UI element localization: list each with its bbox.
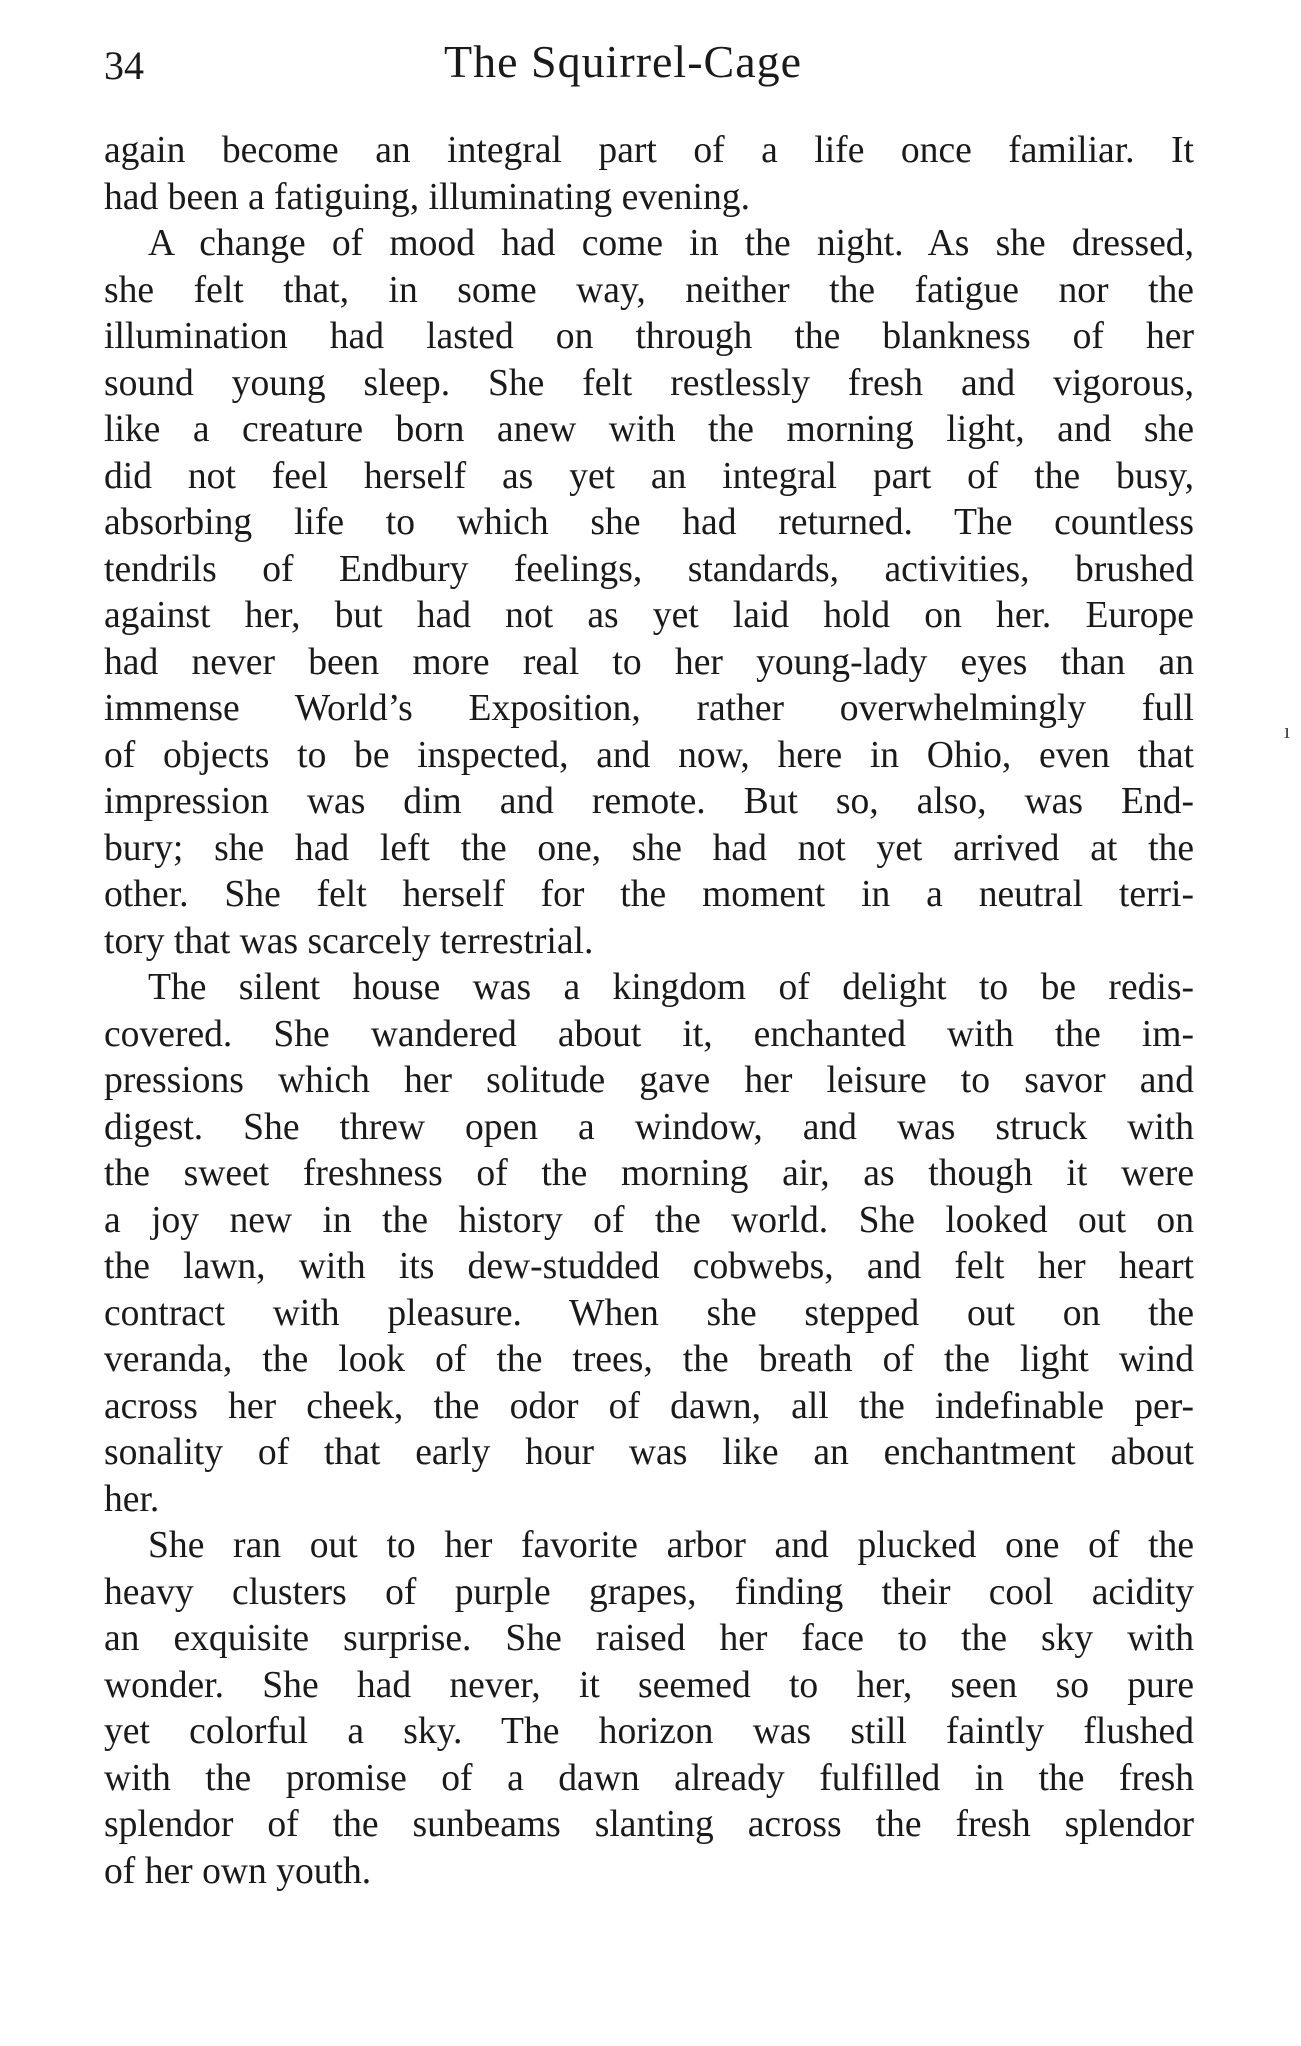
text-line: again become an integral part of a life once familiar. It [104, 130, 1194, 171]
text-line: pressions which her solitude gave her leisure to savor and [104, 1060, 1194, 1101]
text-line: had never been more real to her young-lady eyes than an [104, 641, 1194, 683]
text-line: she felt that, in some way, neither the fatigue nor the [104, 269, 1194, 311]
text-line: tendrils of Endbury feelings, standards, activities, brushed [104, 548, 1194, 590]
print-speck: ı [1284, 718, 1291, 743]
running-head [104, 30, 1204, 100]
text-line: had been a fatiguing, illuminating evening. [104, 176, 750, 218]
text-line: the sweet freshness of the morning air, as though it were [104, 1153, 1194, 1194]
text-line: tory that was scarcely terrestrial. [104, 920, 594, 962]
text-line: against her, but had not as yet laid hold on her. Europe [104, 595, 1194, 636]
text-line: bury; she had left the one, she had not yet arrived at the [104, 827, 1194, 869]
text-line: the lawn, with its dew-studded cobwebs, and felt her heart [104, 1246, 1194, 1287]
text-line: impression was dim and remote. But so, also, was End- [104, 781, 1194, 822]
text-line: immense World’s Exposition, rather overwhelmingly full [104, 688, 1194, 729]
text-line: like a creature born anew with the morning light, and she [104, 409, 1194, 450]
text-line: a joy new in the history of the world. She looked out on [104, 1199, 1194, 1241]
text-line: of her own youth. [104, 1850, 372, 1892]
text-line: veranda, the look of the trees, the breath of the light wind [104, 1339, 1194, 1380]
text-line: across her cheek, the odor of dawn, all the indefinable per- [104, 1385, 1194, 1427]
text-line: digest. She threw open a window, and was struck with [104, 1106, 1194, 1148]
text-line: other. She felt herself for the moment in a neutral terri- [104, 874, 1194, 915]
text-line: contract with pleasure. When she stepped out on the [104, 1292, 1194, 1334]
text-line: heavy clusters of purple grapes, finding their cool acidity [104, 1571, 1194, 1613]
running-title: The Squirrel-Cage [444, 36, 803, 87]
text-line: wonder. She had never, it seemed to her, seen so pure [104, 1664, 1194, 1706]
text-line: yet colorful a sky. The horizon was still faintly flushed [104, 1711, 1194, 1752]
text-line: of objects to be inspected, and now, here in Ohio, even that [104, 734, 1194, 776]
text-line: The silent house was a kingdom of delight to be redis- [148, 967, 1194, 1008]
text-line: sonality of that early hour was like an enchantment about [104, 1432, 1194, 1473]
text-line: covered. She wandered about it, enchanted with the im- [104, 1013, 1194, 1055]
text-line: sound young sleep. She felt restlessly fresh and vigorous, [104, 362, 1194, 404]
text-line: did not feel herself as yet an integral part of the busy, [104, 455, 1194, 497]
body-text [104, 128, 1194, 1895]
text-line: A change of mood had come in the night. As she dressed, [148, 223, 1194, 264]
text-line: She ran out to her favorite arbor and plucked one of the [148, 1525, 1194, 1566]
page-number: 34 [104, 43, 144, 88]
text-line: her. [104, 1478, 160, 1520]
text-line: splendor of the sunbeams slanting across the fresh splendor [104, 1804, 1194, 1845]
text-line: with the promise of a dawn already fulfilled in the fresh [104, 1757, 1194, 1799]
text-line: illumination had lasted on through the blankness of her [104, 316, 1194, 357]
text-line: an exquisite surprise. She raised her face to the sky with [104, 1618, 1194, 1659]
text-line: absorbing life to which she had returned. The countless [104, 502, 1194, 543]
